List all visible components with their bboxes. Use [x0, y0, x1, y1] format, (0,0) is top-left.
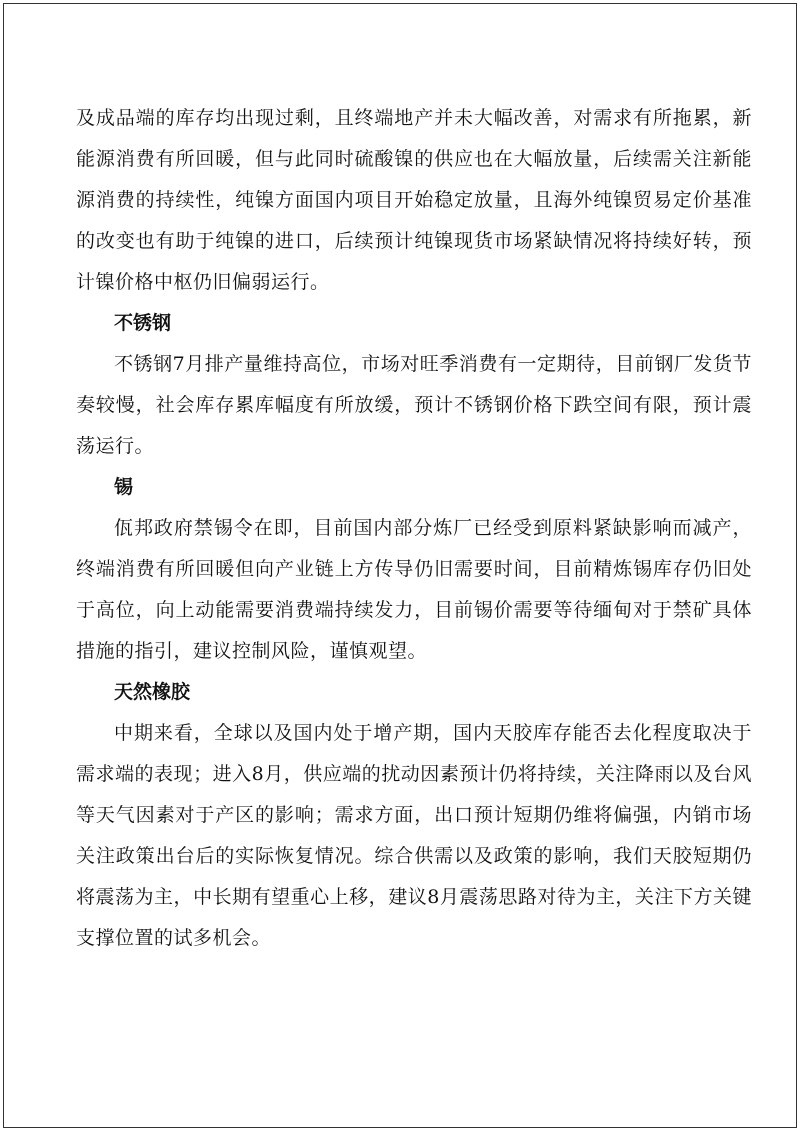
stainless-steel-paragraph: 不锈钢7月排产量维持高位，市场对旺季消费有一定期待，目前钢厂发货节奏较慢，社会库存累库幅度有所放缓，预计不锈钢价格下跌空间有限，预计震荡运行。 [76, 353, 752, 457]
document-body [76, 98, 752, 959]
nickel-paragraph-continued: 及成品端的库存均出现过剩，且终端地产并未大幅改善，对需求有所拖累，新能源消费有所回暖，但与此同时硫酸镍的供应也在大幅放量，后续需关注新能源消费的持续性，纯镍方面国内项目开始稳定放量，且海外纯镍贸易定价基准的改变也有助于纯镍的进口，后续预计纯镍现货市场紧缺情况将持续好转，预计镍价格中枢仍旧偏弱运行。 [76, 107, 752, 293]
tin-paragraph: 佤邦政府禁锡令在即，目前国内部分炼厂已经受到原料紧缺影响而减产，终端消费有所回暖但向产业链上方传导仍旧需要时间，目前精炼锡库存仍旧处于高位，向上动能需要消费端持续发力，目前锡价需要等待缅甸对于禁矿具体措施的指引，建议控制风险，谨慎观望。 [76, 517, 752, 662]
natural-rubber-heading: 天然橡胶 [114, 681, 191, 703]
stainless-steel-heading: 不锈钢 [114, 312, 172, 334]
tin-heading: 锡 [114, 476, 134, 498]
natural-rubber-paragraph: 中期来看，全球以及国内处于增产期，国内天胶库存能否去化程度取决于需求端的表现；进入8月，供应端的扰动因素预计仍将持续，关注降雨以及台风等天气因素对于产区的影响；需求方面，出口预计短期仍维将偏强，内销市场关注政策出台后的实际恢复情况。综合供需以及政策的影响，我们天胶短期仍将震荡为主，中长期有望重心上移，建议8月震荡思路对待为主，关注下方关键支撑位置的试多机会。 [76, 722, 752, 949]
